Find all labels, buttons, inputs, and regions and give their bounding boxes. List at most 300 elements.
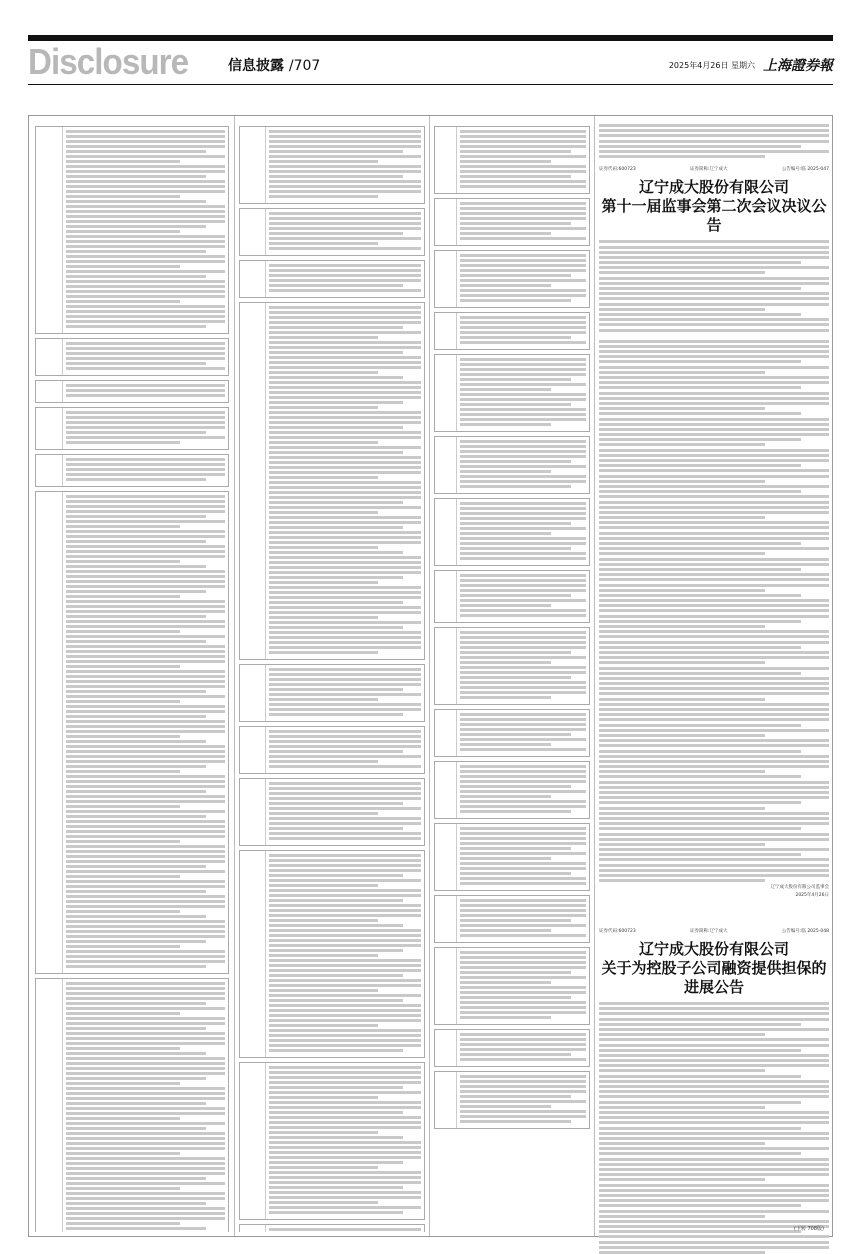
text-line bbox=[460, 145, 586, 148]
table-cell bbox=[435, 355, 457, 431]
table-cell bbox=[435, 127, 457, 193]
text-line bbox=[269, 954, 379, 957]
text-line bbox=[599, 438, 801, 441]
text-line bbox=[599, 1007, 829, 1010]
text-line bbox=[269, 621, 421, 624]
text-line bbox=[460, 1095, 571, 1098]
text-line bbox=[599, 246, 829, 249]
table-row bbox=[240, 209, 424, 255]
text-line bbox=[66, 426, 225, 429]
continued-marker: (下转 708版) bbox=[793, 1226, 824, 1232]
text-line bbox=[66, 550, 225, 553]
text-line bbox=[269, 765, 421, 768]
text-line bbox=[460, 552, 586, 555]
table-cell bbox=[36, 979, 63, 1232]
text-line bbox=[66, 700, 181, 703]
amendment-table bbox=[434, 709, 590, 757]
text-line bbox=[460, 867, 586, 870]
text-line bbox=[66, 130, 225, 133]
text-line bbox=[66, 225, 206, 228]
text-line bbox=[460, 636, 586, 639]
text-line bbox=[599, 568, 801, 571]
text-line bbox=[460, 579, 586, 582]
text-line bbox=[460, 294, 586, 297]
table-row bbox=[435, 313, 589, 349]
text-line bbox=[66, 795, 225, 798]
text-line bbox=[599, 140, 829, 143]
text-line bbox=[460, 847, 571, 850]
text-line bbox=[599, 812, 829, 815]
table-cell bbox=[457, 824, 589, 890]
text-line bbox=[269, 713, 403, 716]
text-line bbox=[599, 287, 801, 290]
text-line bbox=[599, 734, 765, 737]
text-line bbox=[460, 1043, 586, 1046]
text-line bbox=[269, 506, 421, 509]
amendment-table bbox=[239, 664, 425, 722]
text-line bbox=[460, 981, 551, 984]
text-line bbox=[66, 1057, 225, 1060]
section-title bbox=[228, 55, 320, 75]
text-line bbox=[599, 864, 829, 867]
text-line bbox=[66, 840, 181, 843]
text-line bbox=[66, 421, 225, 424]
text-line bbox=[460, 882, 586, 885]
text-line bbox=[269, 924, 403, 927]
amendment-table bbox=[35, 978, 229, 1232]
text-line bbox=[269, 145, 421, 148]
text-line bbox=[599, 469, 829, 472]
text-line bbox=[460, 445, 586, 448]
text-line bbox=[599, 318, 829, 321]
text-line bbox=[269, 1101, 421, 1104]
table-cell bbox=[240, 1063, 266, 1219]
text-line bbox=[66, 987, 225, 990]
text-line bbox=[599, 853, 801, 856]
text-line bbox=[269, 1176, 421, 1179]
text-line bbox=[460, 542, 586, 545]
text-line bbox=[66, 1032, 225, 1035]
text-line bbox=[66, 290, 225, 293]
amendment-table bbox=[434, 312, 590, 350]
text-line bbox=[66, 1007, 225, 1010]
text-line bbox=[599, 552, 765, 555]
text-line bbox=[460, 837, 586, 840]
text-line bbox=[66, 805, 181, 808]
table-row bbox=[240, 1225, 424, 1232]
table-cell bbox=[457, 1072, 589, 1128]
text-line bbox=[269, 1206, 421, 1209]
text-line bbox=[269, 521, 421, 524]
signoff-date: 2025年4月26日 bbox=[795, 893, 829, 899]
text-line bbox=[599, 381, 829, 384]
text-line bbox=[66, 830, 225, 833]
text-line bbox=[460, 1011, 586, 1014]
text-line bbox=[66, 730, 225, 733]
text-line bbox=[599, 1064, 829, 1067]
text-line bbox=[269, 511, 379, 514]
text-line bbox=[599, 1220, 829, 1223]
text-line bbox=[66, 560, 181, 563]
text-line bbox=[269, 366, 421, 369]
text-line bbox=[460, 418, 586, 421]
text-line bbox=[460, 718, 586, 721]
text-line bbox=[66, 635, 225, 638]
text-line bbox=[66, 695, 225, 698]
text-line bbox=[599, 1012, 829, 1015]
table-cell bbox=[240, 261, 266, 297]
text-line bbox=[269, 416, 421, 419]
table-cell bbox=[36, 455, 63, 486]
text-line bbox=[599, 313, 801, 316]
text-line bbox=[66, 640, 206, 643]
text-line bbox=[269, 242, 379, 245]
text-line bbox=[66, 1222, 181, 1225]
text-line bbox=[599, 827, 801, 830]
table-cell bbox=[266, 209, 424, 255]
amendment-table bbox=[35, 338, 229, 376]
text-line bbox=[66, 1207, 225, 1210]
text-line bbox=[66, 270, 225, 273]
text-line bbox=[66, 755, 225, 758]
table-row bbox=[36, 381, 228, 402]
text-line bbox=[460, 1048, 586, 1051]
text-line bbox=[66, 720, 225, 723]
table-cell bbox=[435, 824, 457, 890]
text-line bbox=[599, 858, 829, 861]
text-line bbox=[599, 796, 829, 799]
table-cell bbox=[435, 251, 457, 307]
text-line bbox=[269, 316, 421, 319]
text-line bbox=[269, 636, 421, 639]
text-line bbox=[269, 979, 421, 982]
amendment-table bbox=[434, 250, 590, 308]
text-line bbox=[66, 515, 206, 518]
text-line bbox=[66, 555, 225, 558]
text-line bbox=[460, 1105, 551, 1108]
text-line bbox=[66, 170, 225, 173]
table-cell bbox=[36, 408, 63, 449]
text-line bbox=[66, 250, 206, 253]
text-line bbox=[269, 140, 421, 143]
text-line bbox=[460, 1016, 551, 1019]
text-line bbox=[66, 1122, 225, 1125]
text-line bbox=[599, 1241, 829, 1244]
text-line bbox=[66, 240, 225, 243]
newspaper-name: 上海證券報 bbox=[763, 58, 833, 74]
text-line bbox=[66, 800, 225, 803]
text-line bbox=[599, 822, 829, 825]
text-line bbox=[66, 545, 225, 548]
amendment-table bbox=[35, 407, 229, 450]
text-line bbox=[460, 316, 586, 319]
text-line bbox=[599, 615, 829, 618]
text-line bbox=[460, 150, 571, 153]
text-line bbox=[269, 1151, 421, 1154]
text-line bbox=[66, 1217, 225, 1220]
text-line bbox=[269, 411, 421, 414]
section-name: 信息披露 bbox=[228, 58, 284, 74]
text-line bbox=[66, 1087, 225, 1090]
text-line bbox=[599, 604, 829, 607]
text-line bbox=[269, 135, 421, 138]
text-line bbox=[599, 1059, 829, 1062]
text-line bbox=[460, 609, 586, 612]
text-line bbox=[269, 1181, 421, 1184]
text-line bbox=[66, 1152, 181, 1155]
text-line bbox=[66, 431, 206, 434]
text-line bbox=[66, 810, 225, 813]
text-line bbox=[599, 454, 829, 457]
amendment-table bbox=[239, 778, 425, 846]
table-cell bbox=[457, 571, 589, 622]
table-cell bbox=[435, 571, 457, 622]
text-line bbox=[269, 336, 379, 339]
text-line bbox=[599, 303, 829, 306]
text-line bbox=[66, 190, 225, 193]
masthead bbox=[28, 43, 833, 83]
text-line bbox=[460, 388, 551, 391]
table-row bbox=[240, 851, 424, 1057]
headline-line-1: 辽宁成大股份有限公司 bbox=[638, 940, 789, 958]
text-line bbox=[66, 305, 225, 308]
text-line bbox=[269, 678, 421, 681]
text-line bbox=[460, 358, 586, 361]
text-line bbox=[269, 1121, 421, 1124]
text-line bbox=[460, 321, 586, 324]
text-line bbox=[269, 1039, 421, 1042]
text-line bbox=[599, 1210, 829, 1213]
text-line bbox=[269, 306, 421, 309]
text-line bbox=[66, 710, 225, 713]
text-line bbox=[66, 925, 225, 928]
text-line bbox=[599, 635, 829, 638]
text-line bbox=[269, 391, 421, 394]
text-line bbox=[66, 441, 181, 444]
text-line bbox=[66, 865, 206, 868]
text-line bbox=[269, 944, 421, 947]
text-line bbox=[460, 857, 551, 860]
text-line bbox=[269, 1131, 379, 1134]
text-line bbox=[460, 842, 586, 845]
text-line bbox=[460, 1001, 586, 1004]
text-line bbox=[599, 134, 829, 137]
text-line bbox=[599, 1085, 829, 1088]
text-line bbox=[269, 703, 421, 706]
text-line bbox=[66, 1142, 225, 1145]
text-line bbox=[269, 190, 421, 193]
text-line bbox=[66, 930, 225, 933]
table-row bbox=[435, 355, 589, 431]
text-line bbox=[66, 1072, 225, 1075]
signoff-org: 辽宁成大股份有限公司监事会 bbox=[770, 885, 829, 891]
text-line bbox=[66, 389, 225, 392]
table-cell bbox=[266, 1225, 424, 1232]
text-line bbox=[460, 641, 586, 644]
amendment-table bbox=[35, 491, 229, 974]
text-line bbox=[66, 315, 225, 318]
text-line bbox=[460, 413, 586, 416]
text-line bbox=[269, 160, 379, 163]
text-line bbox=[460, 185, 586, 188]
text-line bbox=[66, 215, 225, 218]
text-line bbox=[66, 352, 225, 355]
text-line bbox=[460, 810, 571, 813]
text-line bbox=[269, 376, 403, 379]
table-row bbox=[36, 979, 228, 1232]
text-line bbox=[66, 1137, 225, 1140]
text-line bbox=[460, 403, 571, 406]
text-line bbox=[66, 478, 206, 481]
text-line bbox=[599, 687, 829, 690]
text-line bbox=[599, 760, 829, 763]
text-line bbox=[269, 1228, 421, 1231]
text-line bbox=[269, 456, 421, 459]
text-line bbox=[460, 527, 586, 530]
text-line bbox=[460, 852, 586, 855]
text-line bbox=[66, 875, 181, 878]
text-line bbox=[269, 446, 421, 449]
text-line bbox=[66, 600, 225, 603]
text-line bbox=[599, 1023, 801, 1026]
text-line bbox=[66, 825, 225, 828]
table-cell bbox=[435, 313, 457, 349]
text-line bbox=[599, 1230, 801, 1233]
text-line bbox=[599, 256, 829, 259]
table-row bbox=[435, 824, 589, 890]
text-line bbox=[269, 264, 421, 267]
text-line bbox=[269, 341, 421, 344]
announcement-number: 公告编号:临 2025-048 bbox=[781, 929, 829, 934]
text-line bbox=[599, 718, 829, 721]
text-line bbox=[66, 850, 225, 853]
text-line bbox=[599, 345, 829, 348]
text-line bbox=[269, 212, 421, 215]
text-line bbox=[66, 295, 225, 298]
text-line bbox=[599, 677, 829, 680]
text-line bbox=[269, 289, 421, 292]
text-line bbox=[269, 969, 421, 972]
text-line bbox=[269, 247, 421, 250]
text-line bbox=[66, 1167, 225, 1170]
table-cell bbox=[457, 313, 589, 349]
text-line bbox=[460, 929, 551, 932]
notice-headline bbox=[599, 940, 829, 997]
text-line bbox=[269, 837, 421, 840]
text-line bbox=[599, 791, 829, 794]
amendment-table bbox=[434, 1029, 590, 1067]
text-line bbox=[269, 586, 421, 589]
text-line bbox=[269, 1009, 421, 1012]
text-line bbox=[599, 277, 829, 280]
table-cell bbox=[435, 1030, 457, 1066]
text-line bbox=[599, 240, 829, 243]
headline-line-1: 辽宁成大股份有限公司 bbox=[638, 178, 789, 197]
text-line bbox=[66, 1162, 225, 1165]
text-line bbox=[66, 357, 225, 360]
text-line bbox=[269, 740, 421, 743]
text-line bbox=[599, 1189, 829, 1192]
announcement-number: 公告编号:临 2025-047 bbox=[781, 167, 829, 173]
text-line bbox=[460, 1038, 586, 1041]
text-line bbox=[269, 735, 421, 738]
text-line bbox=[66, 436, 225, 439]
table-cell bbox=[240, 779, 266, 845]
table-cell bbox=[240, 1225, 266, 1232]
table-cell bbox=[435, 948, 457, 1024]
text-line bbox=[269, 436, 421, 439]
text-line bbox=[66, 870, 225, 873]
text-line bbox=[460, 991, 586, 994]
text-line bbox=[460, 1058, 586, 1061]
text-line bbox=[460, 465, 586, 468]
text-line bbox=[599, 625, 765, 628]
text-line bbox=[66, 775, 225, 778]
text-line bbox=[599, 506, 829, 509]
text-line bbox=[66, 595, 181, 598]
text-line bbox=[460, 160, 551, 163]
text-line bbox=[460, 646, 586, 649]
text-line bbox=[66, 1157, 225, 1160]
text-line bbox=[269, 232, 403, 235]
amendment-table bbox=[239, 1224, 425, 1232]
text-line bbox=[599, 1121, 829, 1124]
text-line bbox=[599, 594, 801, 597]
text-line bbox=[66, 905, 225, 908]
table-cell bbox=[457, 1030, 589, 1066]
notice-block-1 bbox=[599, 124, 829, 900]
notice-meta bbox=[599, 166, 829, 172]
text-line bbox=[66, 230, 181, 233]
table-cell bbox=[435, 499, 457, 565]
text-line bbox=[599, 397, 829, 400]
text-line bbox=[460, 222, 571, 225]
table-row bbox=[240, 1063, 424, 1219]
text-line bbox=[269, 526, 403, 529]
text-line bbox=[66, 205, 225, 208]
text-line bbox=[599, 775, 801, 778]
table-row bbox=[36, 492, 228, 973]
text-line bbox=[599, 609, 829, 612]
text-line bbox=[599, 150, 829, 153]
brand-wordmark: Disclosure bbox=[28, 41, 189, 82]
table-cell bbox=[435, 710, 457, 756]
text-line bbox=[460, 532, 551, 535]
text-line bbox=[599, 266, 829, 269]
text-line bbox=[66, 280, 225, 283]
table-cell bbox=[266, 727, 424, 773]
text-line bbox=[66, 890, 206, 893]
text-line bbox=[269, 311, 421, 314]
notice-headline bbox=[599, 178, 829, 235]
table-row bbox=[240, 727, 424, 773]
stock-short-name: 证券简称:辽宁成大 bbox=[690, 929, 728, 934]
text-line bbox=[599, 1194, 829, 1197]
text-line bbox=[269, 541, 421, 544]
text-line bbox=[66, 510, 225, 513]
text-line bbox=[269, 491, 421, 494]
text-line bbox=[66, 1112, 225, 1115]
text-line bbox=[599, 371, 765, 374]
text-line bbox=[269, 1019, 421, 1022]
column-divider bbox=[429, 116, 430, 1236]
text-line bbox=[460, 480, 586, 483]
text-line bbox=[66, 200, 206, 203]
text-line bbox=[460, 284, 551, 287]
text-line bbox=[66, 220, 225, 223]
text-line bbox=[599, 1199, 829, 1202]
text-line bbox=[66, 725, 225, 728]
